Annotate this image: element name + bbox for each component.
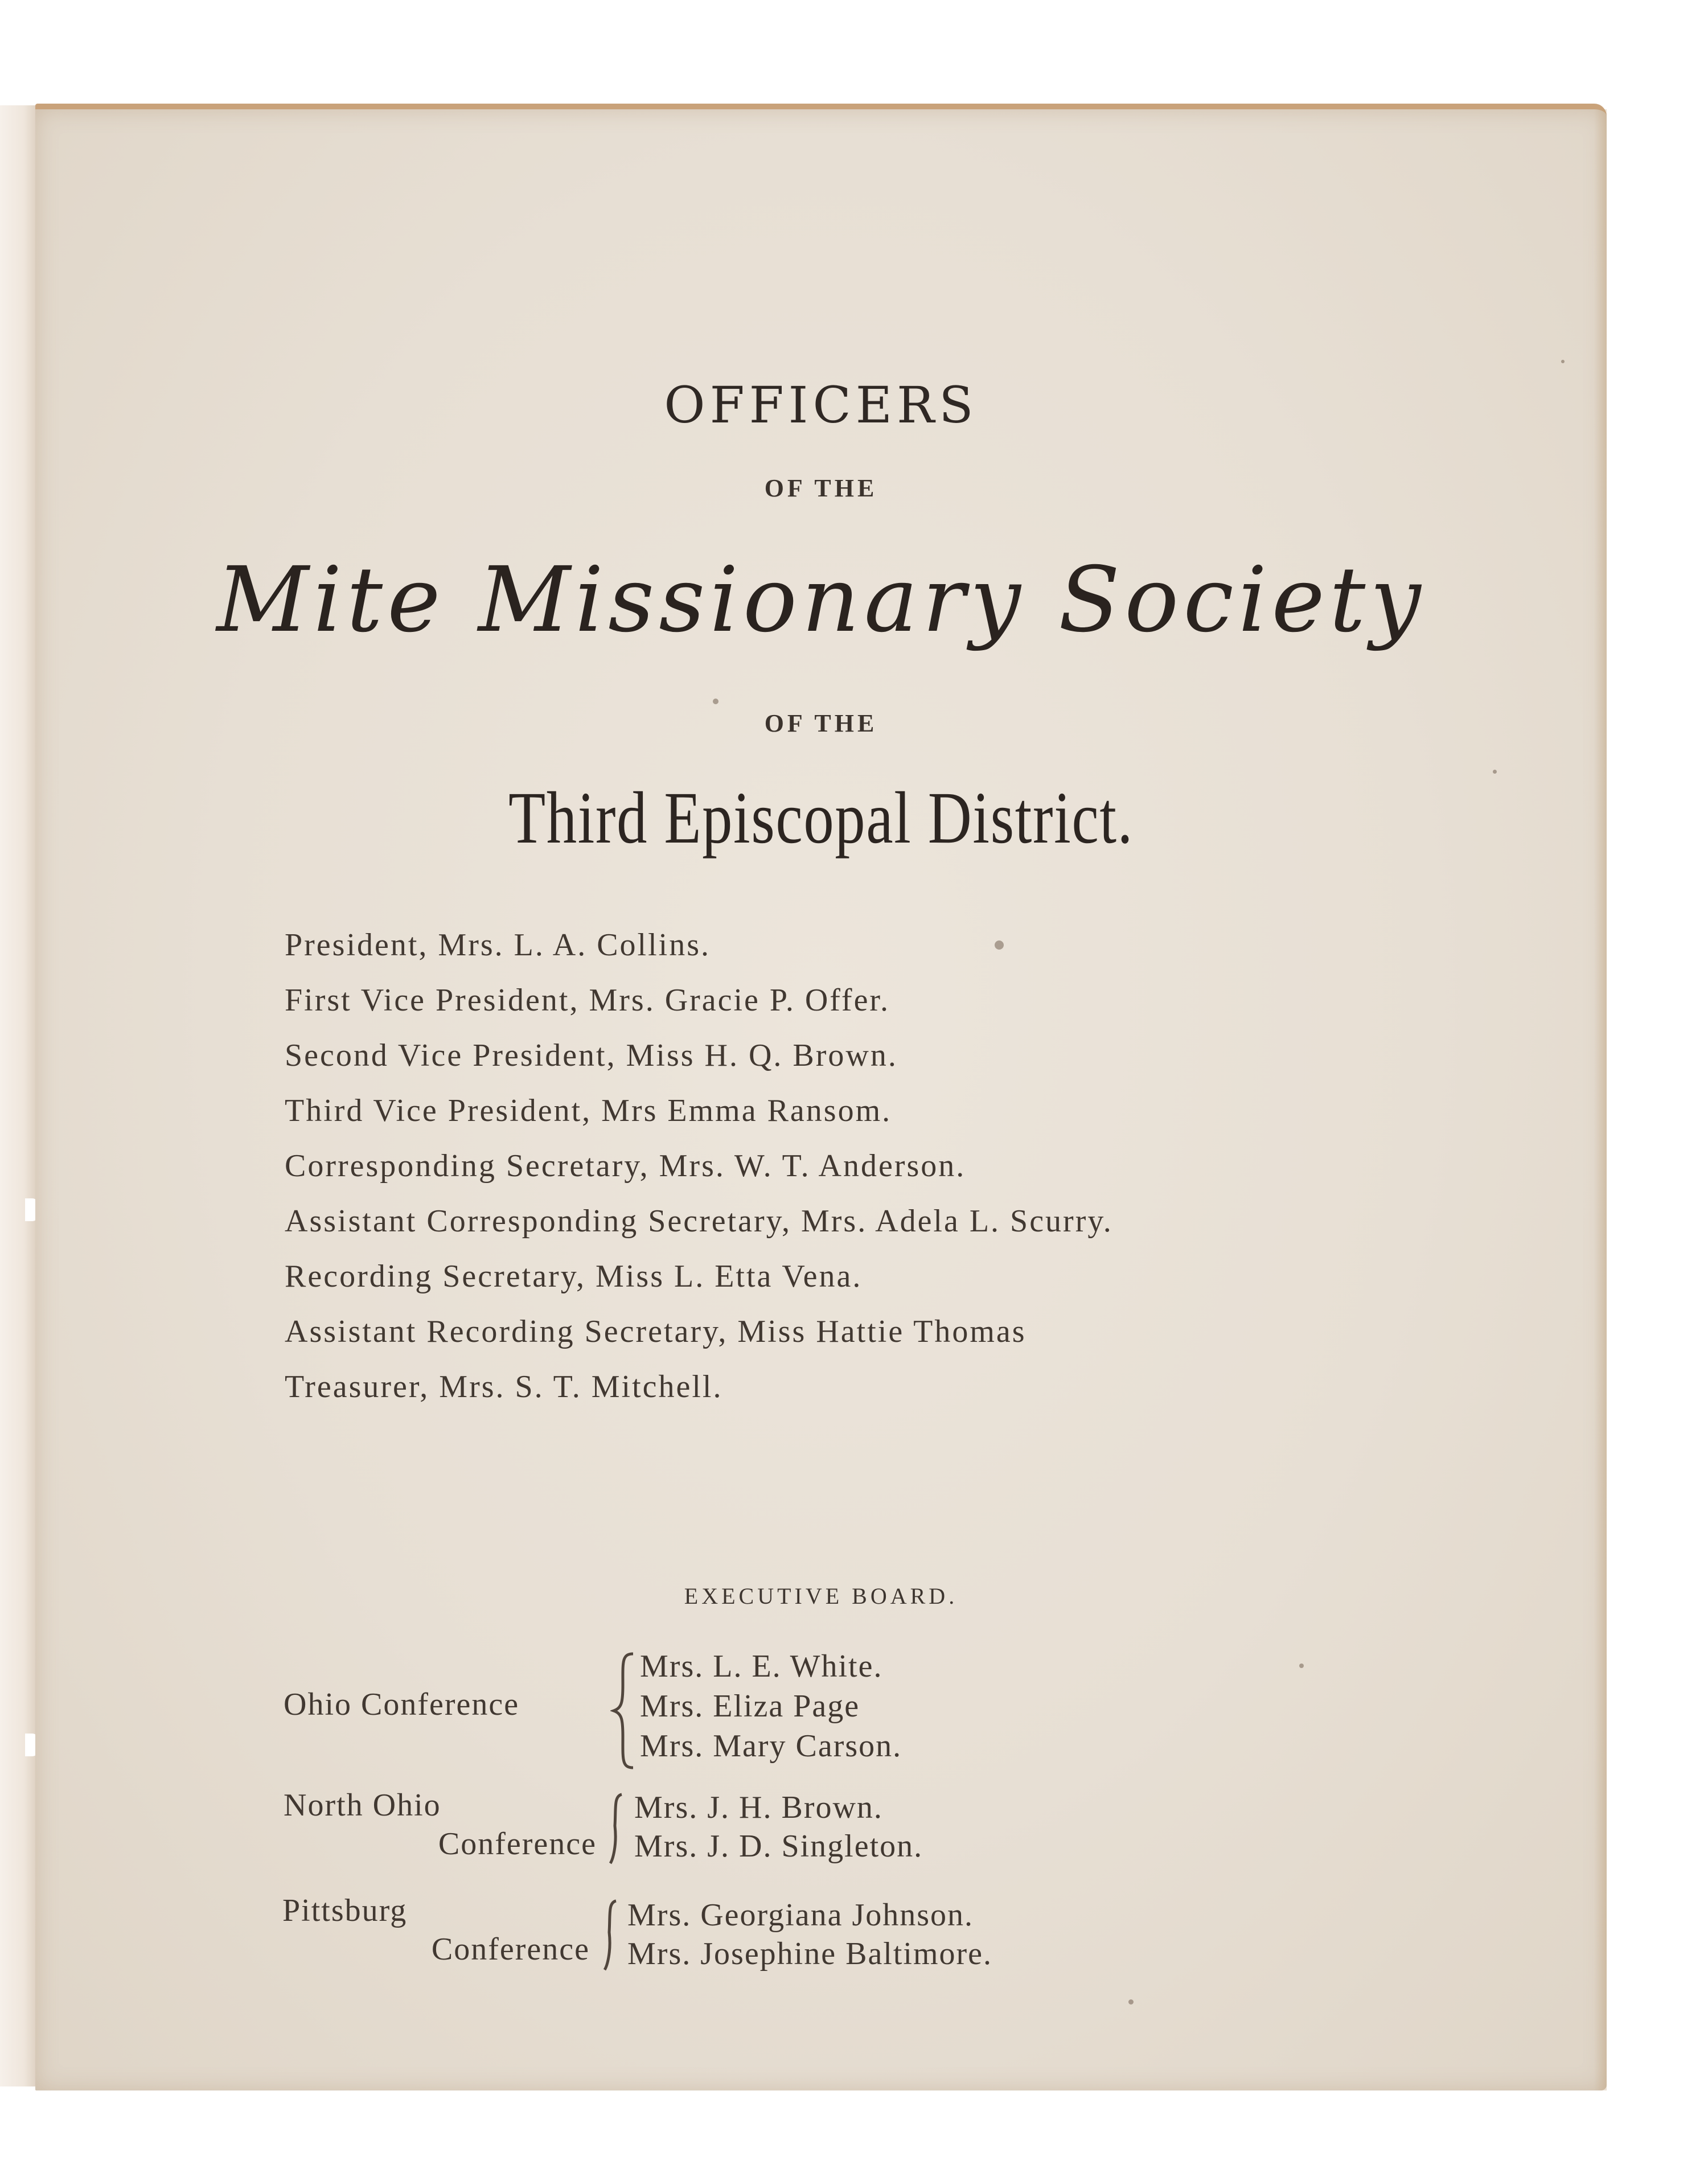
north-ohio-conference-block bbox=[35, 1786, 1607, 1877]
board-member: Mrs. J. D. Singleton. bbox=[634, 1829, 923, 1864]
officer-entry: First Vice President, Mrs. Gracie P. Offer. bbox=[285, 983, 890, 1018]
officer-entry: Recording Secretary, Miss L. Etta Vena. bbox=[285, 1259, 863, 1294]
conference-name: Pittsburg Conference bbox=[282, 1893, 590, 1967]
officers-heading: OFFICERS bbox=[664, 376, 978, 434]
officer-entry: Treasurer, Mrs. S. T. Mitchell. bbox=[285, 1369, 723, 1404]
curly-brace-icon bbox=[605, 1792, 627, 1866]
of-the-line: OF THE bbox=[764, 709, 878, 737]
officer-entry: Second Vice President, Miss H. Q. Brown. bbox=[285, 1038, 898, 1073]
officer-entry: President, Mrs. L. A. Collins. bbox=[285, 927, 711, 963]
society-title: Mite Missionary Society bbox=[216, 548, 1426, 652]
curly-brace-icon bbox=[599, 1898, 622, 1972]
pittsburg-members bbox=[627, 1896, 992, 1973]
executive-board-heading: EXECUTIVE BOARD. bbox=[684, 1583, 958, 1609]
curly-brace-icon bbox=[610, 1651, 639, 1771]
paper-fleck bbox=[1299, 1664, 1304, 1668]
paper-fleck bbox=[1561, 360, 1565, 363]
board-member: Mrs. Mary Carson. bbox=[640, 1728, 902, 1764]
of-the-line: OF THE bbox=[764, 474, 878, 502]
board-member: Mrs. Josephine Baltimore. bbox=[627, 1936, 993, 1971]
officer-entry: Assistant Corresponding Secretary, Mrs. Adela L. Scurry. bbox=[285, 1204, 1113, 1239]
paper-fleck bbox=[1128, 1999, 1134, 2005]
ohio-conference-block bbox=[35, 1646, 1607, 1772]
board-member: Mrs. L. E. White. bbox=[640, 1649, 883, 1684]
ohio-members bbox=[640, 1646, 902, 1766]
paper-fleck bbox=[995, 940, 1004, 950]
conference-name: Ohio Conference bbox=[284, 1687, 520, 1722]
officer-entry: Third Vice President, Mrs Emma Ransom. bbox=[285, 1093, 892, 1128]
pittsburg-conference-block bbox=[35, 1891, 1607, 1982]
board-member: Mrs. Georgiana Johnson. bbox=[627, 1897, 974, 1933]
officers-list bbox=[285, 918, 1113, 1415]
book-page bbox=[35, 104, 1607, 2090]
paper-fleck bbox=[713, 699, 718, 704]
district-title: Third Episcopal District. bbox=[508, 777, 1134, 859]
officer-entry: Assistant Recording Secretary, Miss Hattie Thomas bbox=[285, 1314, 1027, 1349]
officer-entry: Corresponding Secretary, Mrs. W. T. Anderson. bbox=[285, 1148, 966, 1184]
paper-fleck bbox=[1493, 770, 1497, 774]
previous-leaf-edge bbox=[0, 105, 40, 2086]
north-ohio-members bbox=[634, 1788, 923, 1866]
conference-name: North Ohio Conference bbox=[284, 1788, 597, 1862]
board-member: Mrs. Eliza Page bbox=[640, 1689, 860, 1724]
board-member: Mrs. J. H. Brown. bbox=[634, 1790, 883, 1825]
